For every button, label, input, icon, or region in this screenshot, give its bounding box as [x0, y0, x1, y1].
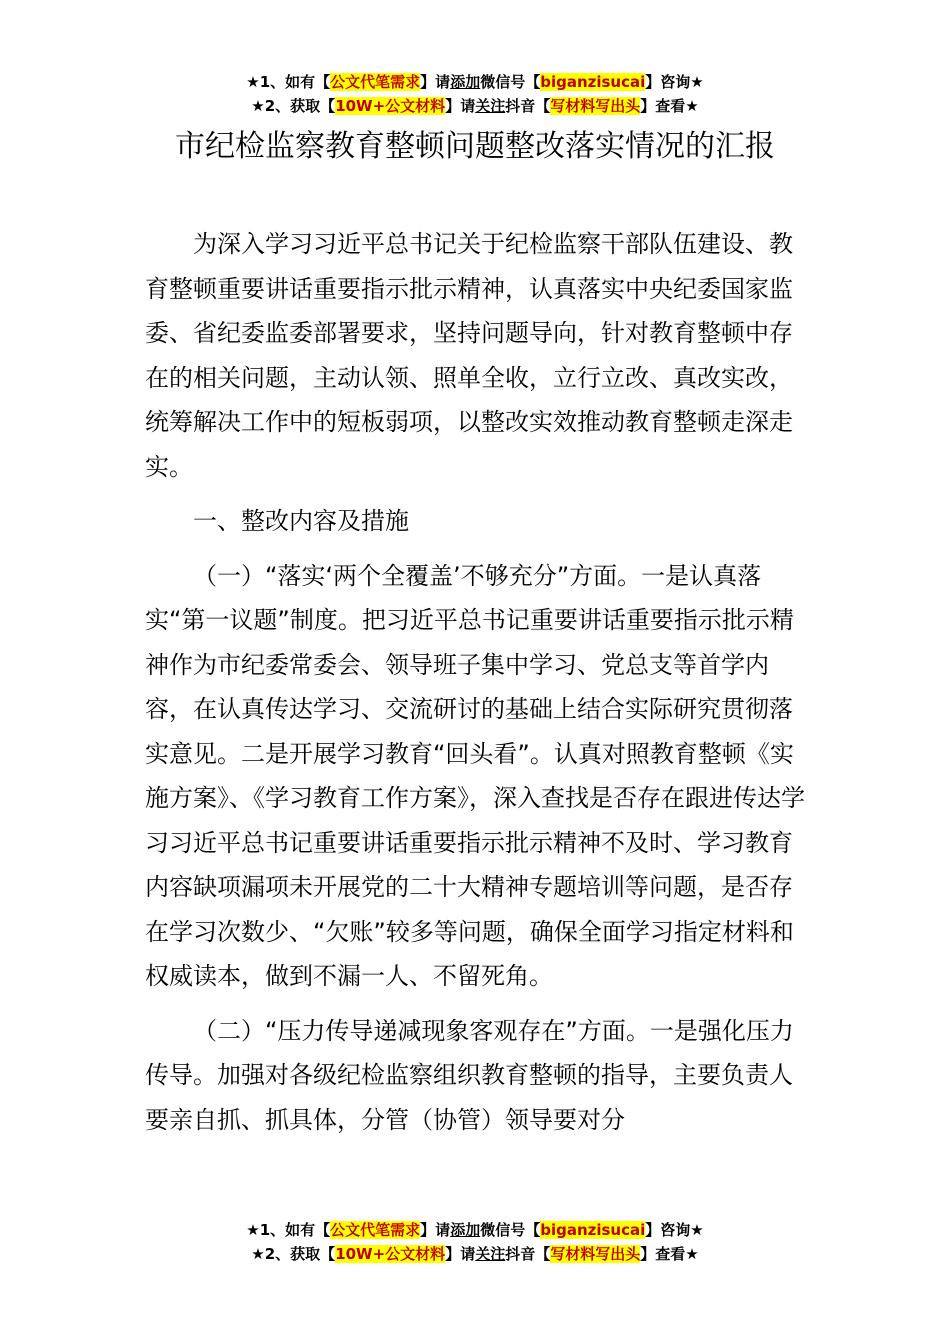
promo-text: 】查看★ — [640, 97, 699, 115]
promo-highlight: 公文代笔需求 — [330, 73, 421, 91]
promo-line-2 — [0, 1242, 950, 1266]
promo-text: ★2、获取【 — [251, 97, 336, 115]
promo-underlined: 关注 — [475, 97, 506, 115]
promo-text: 】请 — [420, 1221, 451, 1239]
promo-highlight: 10W+公文材料 — [335, 1245, 446, 1263]
promo-text: 】请 — [445, 1245, 476, 1263]
bottom-promo-banner — [0, 1218, 950, 1266]
promo-underlined: 添加 — [450, 1221, 481, 1239]
promo-highlight: 公文代笔需求 — [330, 1221, 421, 1239]
document-body — [145, 222, 810, 1152]
document-title: 市纪检监察教育整顿问题整改落实情况的汇报 — [175, 129, 775, 164]
promo-text: ★2、获取【 — [251, 1245, 336, 1263]
promo-highlight: 10W+公文材料 — [335, 97, 446, 115]
promo-text: 微信号【 — [480, 1221, 541, 1239]
promo-underlined: 添加 — [450, 73, 481, 91]
promo-text: 】咨询★ — [645, 73, 704, 91]
promo-text: ★1、如有【 — [246, 73, 331, 91]
promo-text: 】请 — [445, 97, 476, 115]
promo-text: 】请 — [420, 73, 451, 91]
section-heading: 一、整改内容及措施 — [193, 507, 409, 535]
promo-text: 微信号【 — [480, 73, 541, 91]
body-paragraph: （一）“落实‘两个全覆盖’不够充分”方面。一是认真落实“第一议题”制度。把习近平总书记重要讲话重要指示批示精神作为市纪委常委会、领导班子集中学习、党总支等首学内容，在认真传达学习、交流研讨的基础上结合实际研究贯彻落实意见。二是开展学习教育“回头看”。认真对照教育整顿《实施方案》、《学习教育工作方案》，深入查找是否存在跟进传达学习习近平总书记重要讲话重要指示批示精神不及时、学习教育内容缺项漏项未开展党的二十大精神专题培训等问题，是否存在学习次数少、“欠账”较多等问题，确保全面学习指定材料和权威读本，做到不漏一人、不留死角。 — [145, 561, 805, 990]
body-paragraph: （二）“压力传导递减现象客观存在”方面。一是强化压力传导。加强对各级纪检监察组织教育整顿的指导，主要负责人要亲自抓、抓具体，分管（协管）领导要对分 — [145, 1016, 794, 1134]
promo-highlight: biganzisucai — [540, 73, 646, 91]
promo-text: 】查看★ — [640, 1245, 699, 1263]
promo-text: 】咨询★ — [645, 1221, 704, 1239]
intro-paragraph: 为深入学习习近平总书记关于纪检监察干部队伍建设、教育整顿重要讲话重要指示批示精神，认真落实中央纪委国家监委、省纪委监委部署要求，坚持问题导向，针对教育整顿中存在的相关问题，主动认领、照单全收，立行立改、真改实改，统筹解决工作中的短板弱项，以整改实效推动教育整顿走深走实。 — [145, 230, 793, 481]
promo-underlined: 关注 — [475, 1245, 506, 1263]
promo-highlight: biganzisucai — [540, 1221, 646, 1239]
promo-line-1 — [0, 70, 950, 94]
promo-text: 抖音【 — [505, 1245, 551, 1263]
promo-text: ★1、如有【 — [246, 1221, 331, 1239]
promo-text: 抖音【 — [505, 97, 551, 115]
promo-highlight: 写材料写出头 — [550, 97, 641, 115]
promo-line-2 — [0, 94, 950, 118]
top-promo-banner — [0, 70, 950, 118]
promo-highlight: 写材料写出头 — [550, 1245, 641, 1263]
promo-line-1 — [0, 1218, 950, 1242]
